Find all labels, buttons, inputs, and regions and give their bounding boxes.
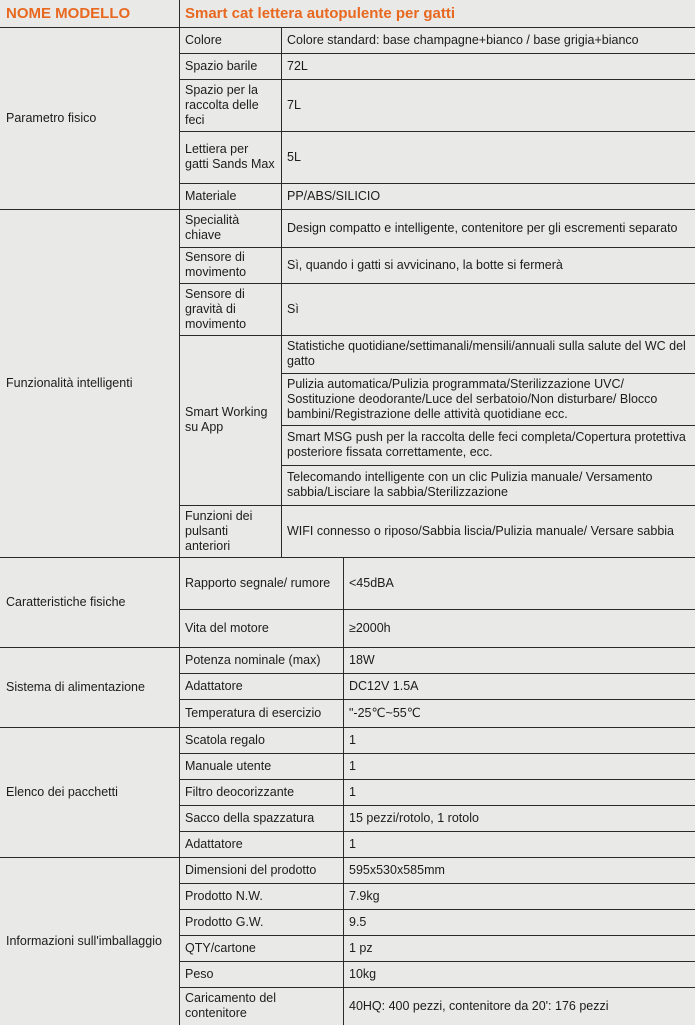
grid-line <box>179 209 180 557</box>
section-category: Funzionalità intelligenti <box>6 375 133 390</box>
param-value: 1 <box>349 836 356 851</box>
param-label: QTY/cartone <box>185 940 256 955</box>
grid-line <box>179 727 180 857</box>
param-label: Colore <box>185 32 222 47</box>
grid-line <box>179 857 180 1025</box>
param-label: Peso <box>185 966 214 981</box>
header-title: Smart cat lettera autopulente per gatti <box>185 5 456 22</box>
grid-line <box>179 647 180 727</box>
param-value: 7L <box>287 97 301 112</box>
param-label: Rapporto segnale/ rumore <box>185 575 331 590</box>
param-value: 10kg <box>349 966 377 981</box>
param-value: Sì, quando i gatti si avvicinano, la botte si fermerà <box>287 257 563 272</box>
section-category: Caratteristiche fisiche <box>6 594 126 609</box>
param-label: Prodotto G.W. <box>185 914 264 929</box>
param-value: Design compatto e intelligente, contenitore per gli escrementi separato <box>287 220 678 235</box>
param-label: Temperatura di esercizio <box>185 705 322 720</box>
param-label: Manuale utente <box>185 758 272 773</box>
param-label: Adattatore <box>185 678 243 693</box>
param-value: PP/ABS/SILICIO <box>287 188 381 203</box>
param-value: "-25℃~55℃ <box>349 705 421 720</box>
grid-line <box>343 647 344 727</box>
param-label: Caricamento del contenitore <box>185 991 277 1020</box>
param-value: Statistiche quotidiane/settimanali/mensili/annuali sulla salute del WC del gatto <box>287 339 686 368</box>
param-value: 15 pezzi/rotolo, 1 rotolo <box>349 810 479 825</box>
param-label: Scatola regalo <box>185 732 265 747</box>
param-label: Smart Working su App <box>185 405 268 434</box>
header-label: NOME MODELLO <box>6 5 131 22</box>
param-value: 5L <box>287 149 301 164</box>
section-category: Informazioni sull'imballaggio <box>6 933 162 948</box>
grid-line <box>343 727 344 857</box>
param-value: DC12V 1.5A <box>349 678 419 693</box>
grid-line <box>179 557 180 647</box>
param-label: Sacco della spazzatura <box>185 810 315 825</box>
param-value: 40HQ: 400 pezzi, contenitore da 20': 176 pezzi <box>349 998 609 1013</box>
section-category: Elenco dei pacchetti <box>6 784 118 799</box>
param-value: WIFI connesso o riposo/Sabbia liscia/Pulizia manuale/ Versare sabbia <box>287 523 675 538</box>
grid-line <box>179 0 180 27</box>
grid-line <box>281 209 282 557</box>
param-label: Lettiera per gatti Sands Max <box>185 142 275 171</box>
param-value: ≥2000h <box>349 620 391 635</box>
param-value: 1 <box>349 732 356 747</box>
param-label: Materiale <box>185 188 237 203</box>
param-label: Sensore di gravità di movimento <box>185 286 247 331</box>
param-value: Pulizia automatica/Pulizia programmata/Sterilizzazione UVC/ Sostituzione deodorante/Luce del serbatoio/Non disturbare/ Blocco bambini/Registrazione delle attività quotidiane ecc. <box>287 376 658 421</box>
param-value: Sì <box>287 301 299 316</box>
param-label: Prodotto N.W. <box>185 888 263 903</box>
param-label: Spazio barile <box>185 58 258 73</box>
section-category: Parametro fisico <box>6 110 97 125</box>
param-label: Sensore di movimento <box>185 250 247 279</box>
param-label: Specialità chiave <box>185 213 240 242</box>
grid-line <box>281 27 282 209</box>
param-value: 1 <box>349 784 356 799</box>
param-label: Spazio per la raccolta delle feci <box>185 82 259 127</box>
grid-line <box>179 27 180 209</box>
param-value: 9.5 <box>349 914 367 929</box>
param-value: Smart MSG push per la raccolta delle feci completa/Copertura protettiva posteriore fissata correttamente, ecc. <box>287 430 686 459</box>
param-value: 1 pz <box>349 940 373 955</box>
param-value: 595x530x585mm <box>349 862 445 877</box>
grid-line <box>343 857 344 1025</box>
section-category: Sistema di alimentazione <box>6 679 145 694</box>
grid-line <box>343 557 344 647</box>
param-value: 72L <box>287 58 308 73</box>
param-value: 1 <box>349 758 356 773</box>
param-value: 18W <box>349 652 375 667</box>
param-label: Filtro deocorizzante <box>185 784 295 799</box>
param-label: Potenza nominale (max) <box>185 652 321 667</box>
param-label: Funzioni dei pulsanti anteriori <box>185 508 253 553</box>
param-value: Colore standard: base champagne+bianco / base grigia+bianco <box>287 32 639 47</box>
param-label: Adattatore <box>185 836 243 851</box>
param-label: Vita del motore <box>185 620 269 635</box>
param-value: Telecomando intelligente con un clic Pulizia manuale/ Versamento sabbia/Lisciare la sabbia/Sterilizzazione <box>287 470 653 499</box>
param-value: 7.9kg <box>349 888 380 903</box>
param-value: <45dBA <box>349 575 394 590</box>
param-label: Dimensioni del prodotto <box>185 862 317 877</box>
